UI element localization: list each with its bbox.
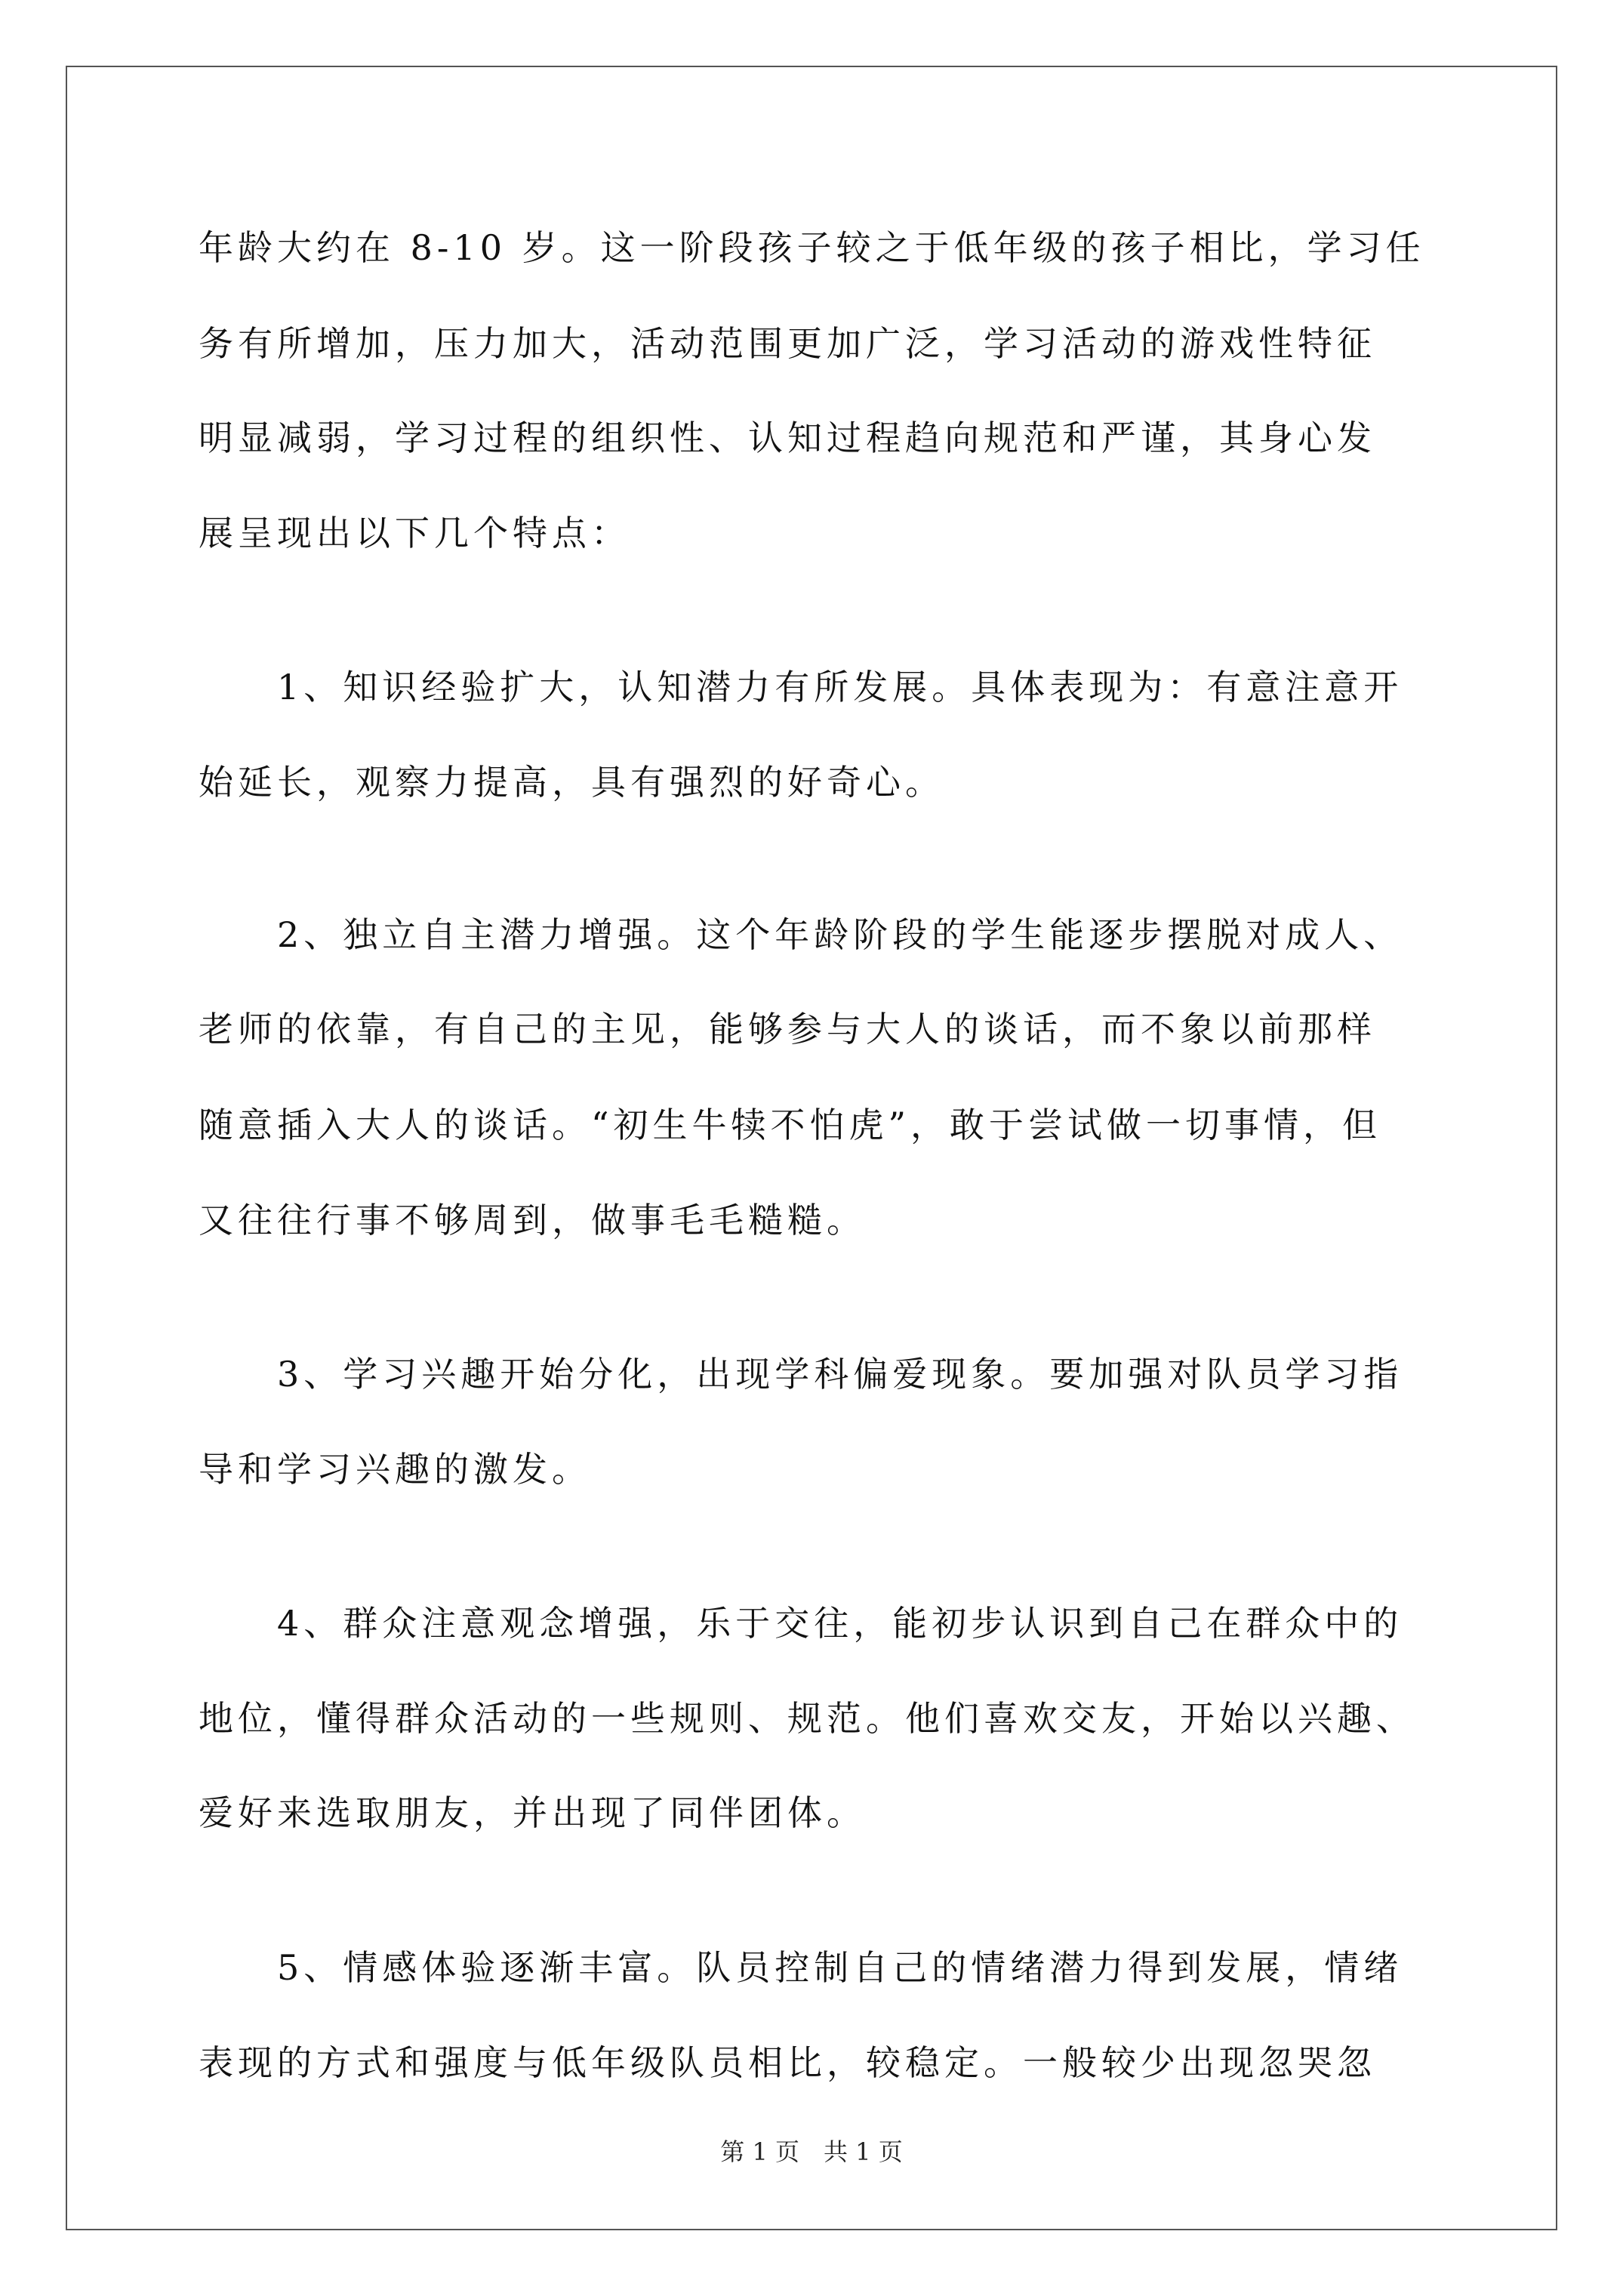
page-footer: 第 1 页 共 1 页 — [720, 2137, 903, 2166]
body-line-2: 务有所增加，压力加大，活动范围更加广泛，学习活动的游戏性特征 — [199, 323, 1376, 364]
body-line-15: 爱好来选取朋友，并出现了同伴团体。 — [199, 1792, 866, 1833]
body-line-17: 表现的方式和强度与低年级队员相比，较稳定。一般较少出现忽哭忽 — [199, 2042, 1376, 2083]
body-line-11: 3、学习兴趣开始分化，出现学科偏爱现象。要加强对队员学习指 — [199, 1354, 1403, 1395]
page-border — [66, 66, 1557, 2230]
body-line-12: 导和学习兴趣的激发。 — [199, 1449, 591, 1490]
body-line-9: 随意插入大人的谈话。“初生牛犊不怕虎”，敢于尝试做一切事情，但 — [199, 1105, 1382, 1145]
body-line-5: 1、知识经验扩大，认知潜力有所发展。具体表现为：有意注意开 — [199, 667, 1403, 707]
body-line-13: 4、群众注意观念增强，乐于交往，能初步认识到自己在群众中的 — [199, 1603, 1403, 1644]
body-line-8: 老师的依靠，有自己的主见，能够参与大人的谈话，而不象以前那样 — [199, 1009, 1376, 1049]
body-line-7: 2、独立自主潜力增强。这个年龄阶段的学生能逐步摆脱对成人、 — [199, 914, 1403, 955]
body-line-10: 又往往行事不够周到，做事毛毛糙糙。 — [199, 1200, 866, 1240]
body-line-4: 展呈现出以下几个特点： — [199, 513, 630, 553]
body-line-6: 始延长，观察力提高，具有强烈的好奇心。 — [199, 762, 944, 803]
body-line-3: 明显减弱，学习过程的组织性、认知过程趋向规范和严谨，其身心发 — [199, 418, 1376, 458]
body-line-14: 地位，懂得群众活动的一些规则、规范。他们喜欢交友，开始以兴趣、 — [199, 1698, 1415, 1739]
body-line-1: 年龄大约在 8-10 岁。这一阶段孩子较之于低年级的孩子相比，学习任 — [199, 227, 1425, 268]
body-line-16: 5、情感体验逐渐丰富。队员控制自己的情绪潜力得到发展，情绪 — [199, 1947, 1403, 1988]
